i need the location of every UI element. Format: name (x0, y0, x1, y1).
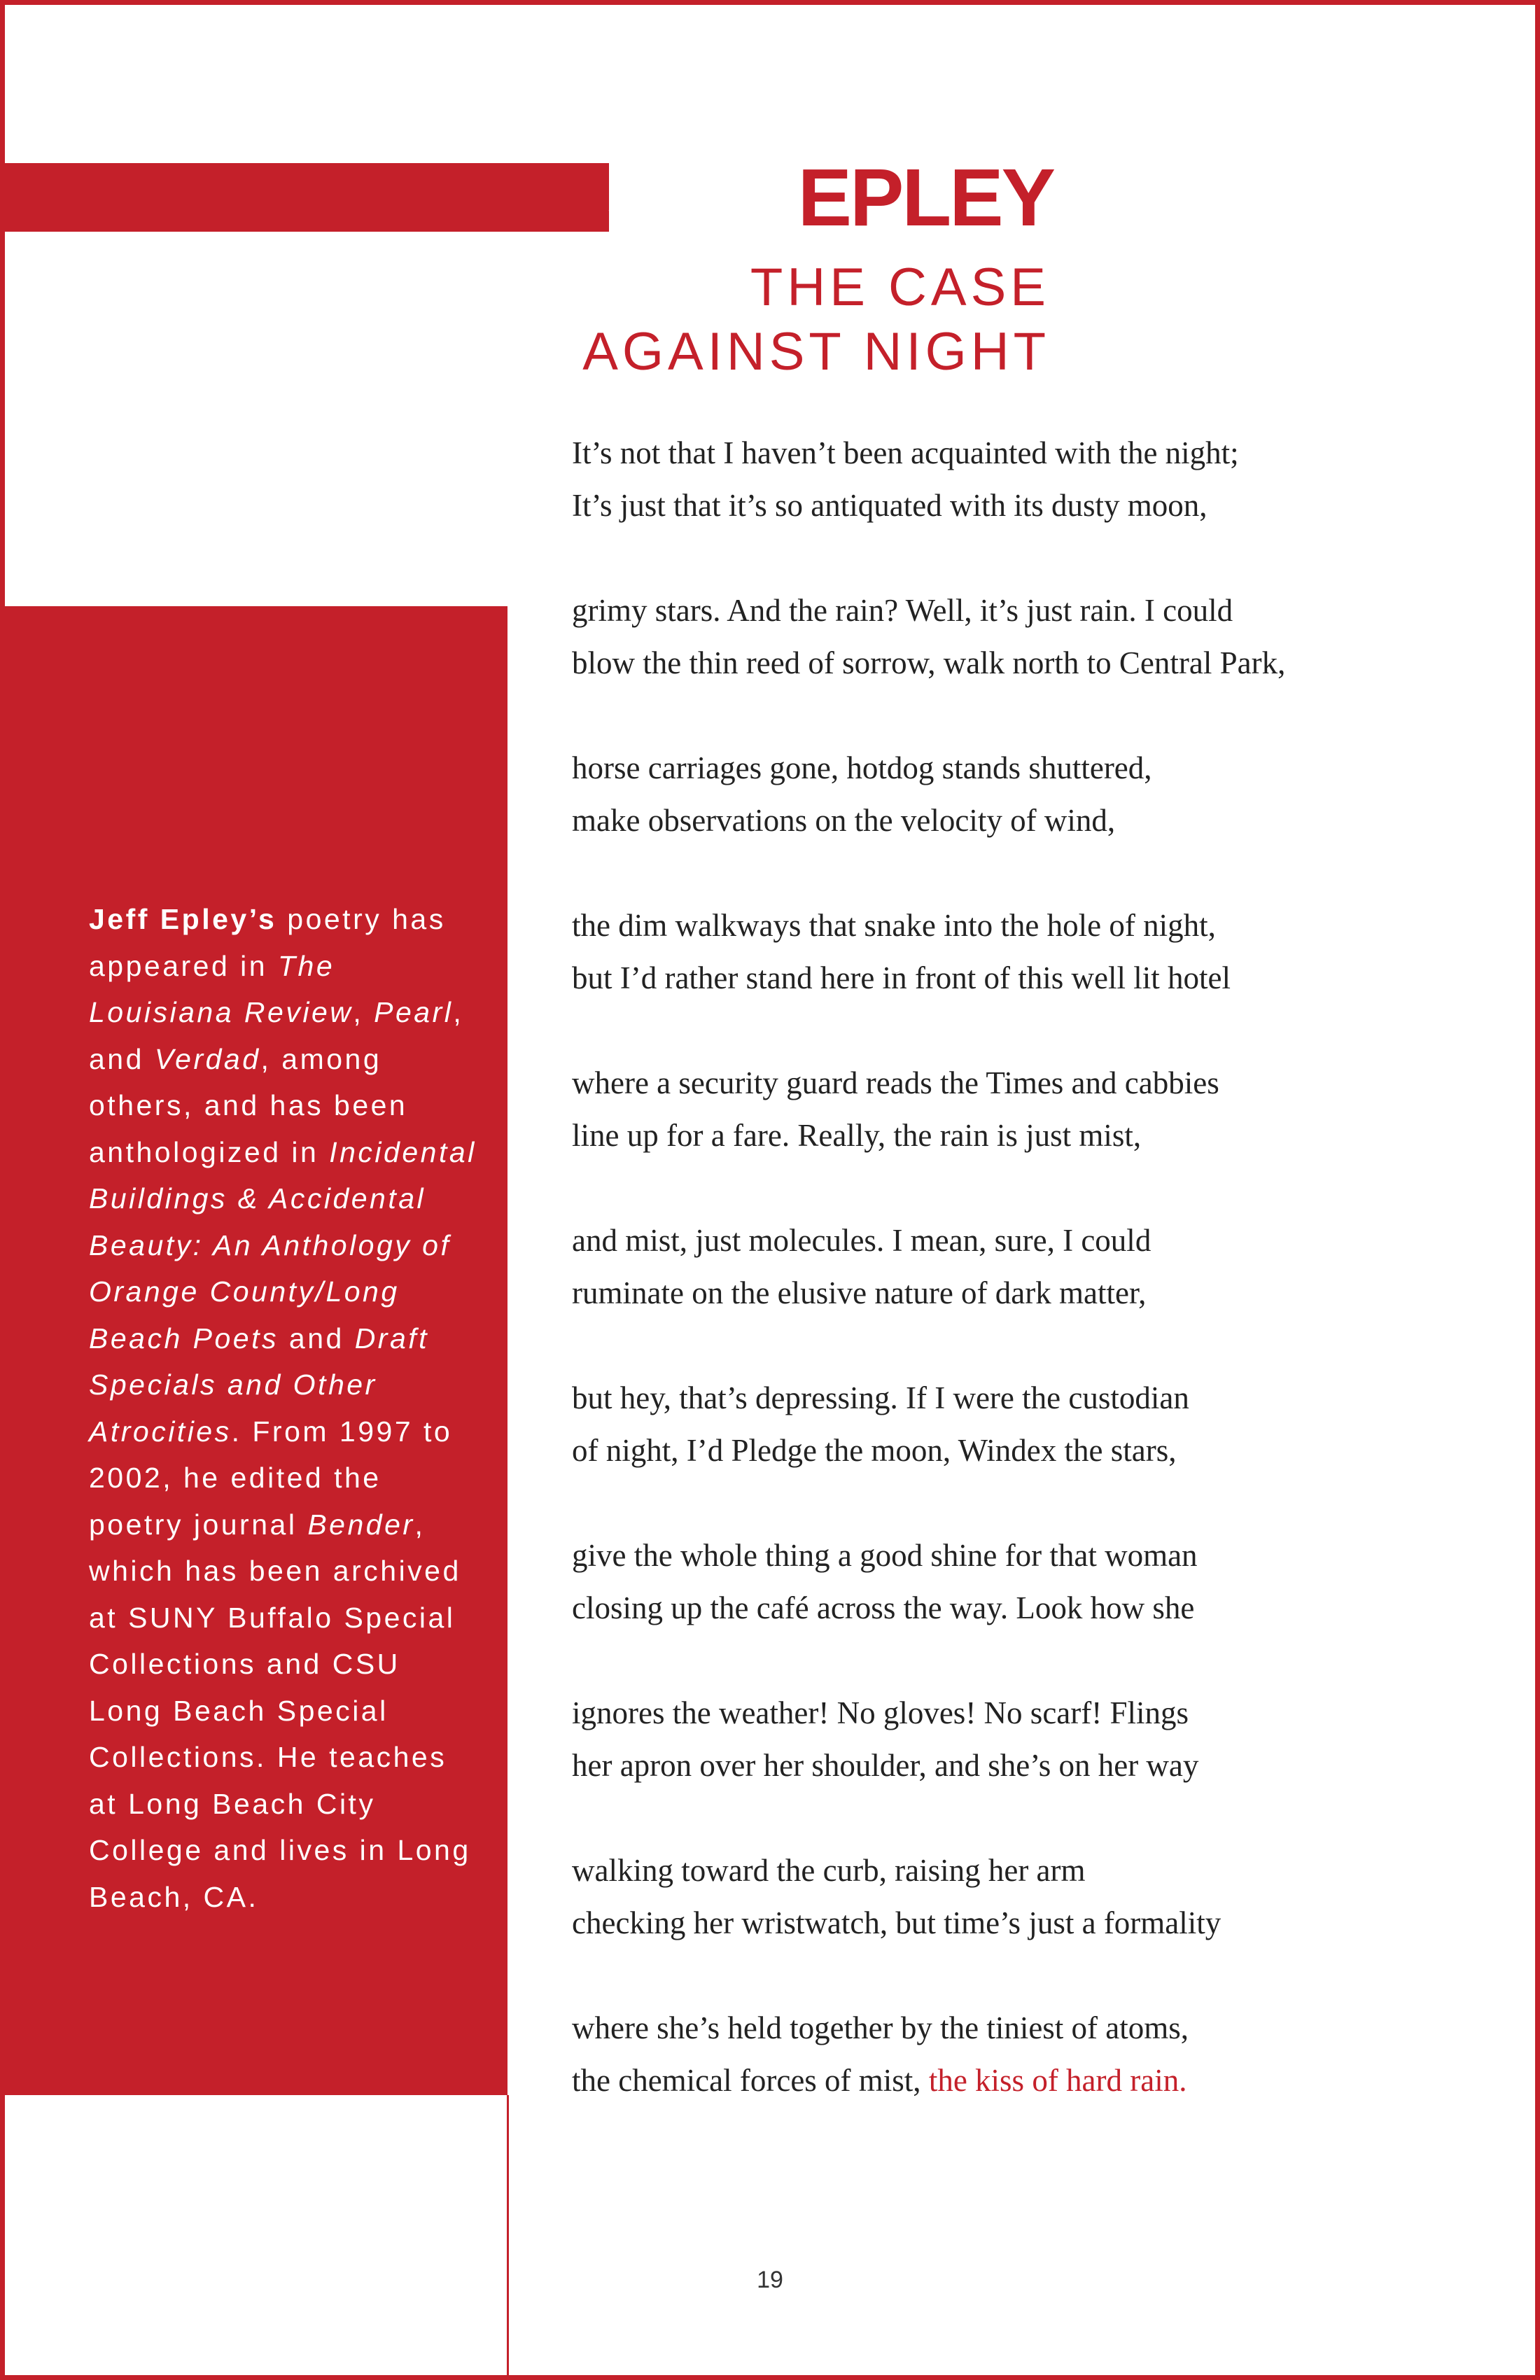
author-first-name: JEFF (608, 152, 798, 243)
author-name (528, 153, 1054, 242)
poem-line-accent: the kiss of hard rain. (928, 2063, 1187, 2098)
bio-publication: Incidental Buildings & Accidental Beauty: An Anthology of Orange County/Long Beach Poets (89, 1135, 477, 1354)
poem-title-line-2: AGAINST NIGHT (582, 322, 1050, 382)
poem-stanza (572, 899, 1503, 1004)
poem-line: closing up the café across the way. Look how she (572, 1590, 1195, 1625)
bio-text: , and (89, 996, 464, 1075)
poem-line: blow the thin reed of sorrow, walk north to Central Park, (572, 645, 1286, 680)
bio-publication: Draft Specials and Other Atrocities (89, 1322, 430, 1448)
poem-line: of night, I’d Pledge the moon, Windex the stars, (572, 1433, 1177, 1468)
poem-title-line-1: THE CASE (750, 258, 1050, 317)
poem-line: It’s not that I haven’t been acquainted with the night; (572, 435, 1239, 470)
poem-line: and mist, just molecules. I mean, sure, I could (572, 1223, 1152, 1258)
poem-stanza-final (572, 2002, 1503, 2107)
poem-line: but I’d rather stand here in front of this well lit hotel (572, 960, 1231, 995)
poem-line: where a security guard reads the Times and cabbies (572, 1065, 1219, 1100)
bio-text: , which has been archived at SUNY Buffalo Special Collections and CSU Long Beach Special Collections. He teaches at Long Beach City College and lives in Long Beach, CA. (89, 1508, 471, 1913)
poem-line: horse carriages gone, hotdog stands shuttered, (572, 750, 1152, 785)
poem-line: walking toward the curb, raising her arm (572, 1853, 1086, 1888)
bio-publication: Pearl (374, 996, 454, 1028)
bio-text: poetry has appeared in (89, 903, 446, 982)
bio-text: . From 1997 to 2002, he edited the poetry journal (89, 1415, 453, 1541)
poem-line: where she’s held together by the tiniest of atoms, (572, 2010, 1189, 2045)
page-number: 19 (757, 2267, 783, 2293)
bio-text: , among others, and has been anthologized in (89, 1042, 408, 1168)
poem-line: give the whole thing a good shine for that woman (572, 1538, 1198, 1573)
bio-author-name: Jeff Epley’s (89, 903, 277, 935)
bio-publication: The Louisiana Review (89, 949, 354, 1028)
poem-line: the dim walkways that snake into the hole of night, (572, 908, 1216, 943)
poem-line: grimy stars. And the rain? Well, it’s just rain. I could (572, 593, 1233, 628)
poem-line: line up for a fare. Really, the rain is just mist, (572, 1118, 1142, 1153)
author-bio (89, 896, 481, 1920)
bio-text: , (353, 996, 374, 1028)
poem-line: It’s just that it’s so antiquated with its dusty moon, (572, 488, 1208, 523)
poem-line: but hey, that’s depressing. If I were the custodian (572, 1380, 1189, 1415)
bio-publication: Bender (307, 1508, 415, 1541)
poem-stanza (572, 1687, 1503, 1792)
poem-stanza (572, 1530, 1503, 1634)
poem-line-text: the chemical forces of mist, (572, 2063, 929, 2098)
poem-line: ignores the weather! No gloves! No scarf! Flings (572, 1695, 1189, 1730)
bio-text: and (279, 1322, 355, 1354)
poem-stanza (572, 584, 1503, 690)
author-last-name: EPLEY (797, 152, 1054, 243)
poem-stanza (572, 1057, 1503, 1162)
poem-line: make observations on the velocity of wind, (572, 803, 1116, 838)
poem-line: ruminate on the elusive nature of dark matter, (572, 1275, 1147, 1310)
poem-stanza (572, 742, 1503, 847)
column-divider (507, 2095, 509, 2375)
poem-stanza (572, 1214, 1503, 1320)
bio-publication: Verdad (154, 1042, 261, 1075)
poem-stanza (572, 427, 1503, 532)
poem-stanza (572, 1372, 1503, 1477)
poem-line-final (572, 2054, 1503, 2107)
poem-line: checking her wristwatch, but time’s just a formality (572, 1905, 1222, 1940)
header-red-band (0, 163, 609, 232)
poem-body (572, 427, 1503, 2160)
poem-stanza (572, 1844, 1503, 1949)
poem-title (532, 255, 1050, 384)
poem-line: her apron over her shoulder, and she’s on her way (572, 1748, 1199, 1783)
